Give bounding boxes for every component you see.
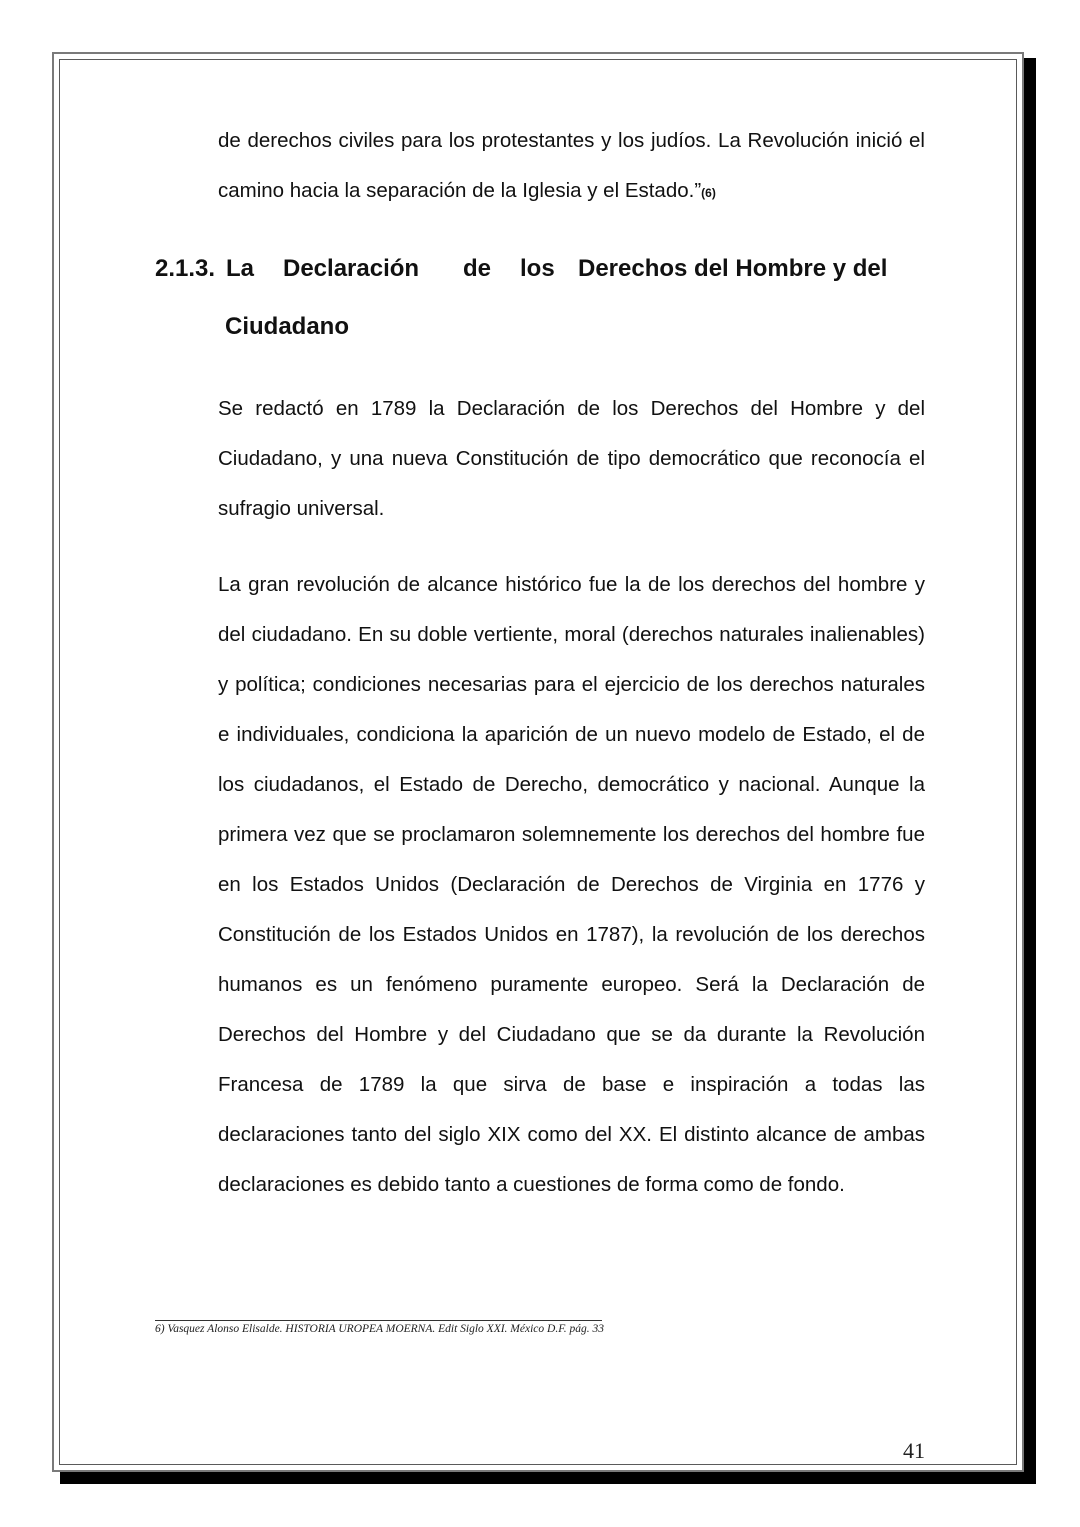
section-heading: [0, 255, 1080, 287]
heading-word: los: [520, 255, 555, 282]
paragraph-1: Se redactó en 1789 la Declaración de los Derechos del Hombre y del Ciudadano, y una nueva Constitución de tipo democrático que reconocía el sufragio universal.: [218, 397, 925, 520]
heading-word: Declaración: [283, 255, 420, 282]
section-heading-line2: Ciudadano: [225, 313, 349, 340]
paragraph-2: La gran revolución de alcance histórico fue la de los derechos del hombre y del ciudadano. En su doble vertiente, moral (derechos naturales inalienables) y política; condiciones necesarias para el ejercicio de los derechos naturales e individuales, condiciona la aparición de un nuevo modelo de Estado, el de los ciudadanos, el Estado de Derecho, democrático y nacional. Aunque la primera vez que se proclamaron solemnemente los derechos del hombre fue en los Estados Unidos (Declaración de Derechos de Virginia en 1776 y Constitución de los Estados Unidos en 1787), la revolución de los derechos humanos es un fenómeno puramente europeo. Será la Declaración de Derechos del Hombre y del Ciudadano que se da durante la Revolución Francesa de 1789 la que sirva de base e inspiración a todas las declaraciones tanto del siglo XIX como del XX. El distinto alcance de ambas declaraciones es debido tanto a cuestiones de forma como de fondo.: [218, 573, 925, 1196]
page-number: 41: [903, 1438, 925, 1463]
citation-mark: (6): [701, 186, 716, 200]
footnote-separator: [155, 1320, 602, 1321]
section-number: 2.1.3.: [155, 255, 216, 282]
heading-word: La: [226, 255, 255, 282]
heading-word: de: [463, 255, 492, 282]
footnote: 6) Vasquez Alonso Elisalde. HISTORIA UROPEA MOERNA. Edit Siglo XXI. México D.F. pág. 33: [155, 1323, 604, 1335]
continuation-text: de derechos civiles para los protestantes y los judíos. La Revolución inició el camino hacia la separación de la Iglesia y el Estado.”: [218, 129, 925, 202]
heading-word: Derechos del Hombre y del: [578, 255, 888, 282]
continuation-paragraph: [218, 116, 925, 218]
